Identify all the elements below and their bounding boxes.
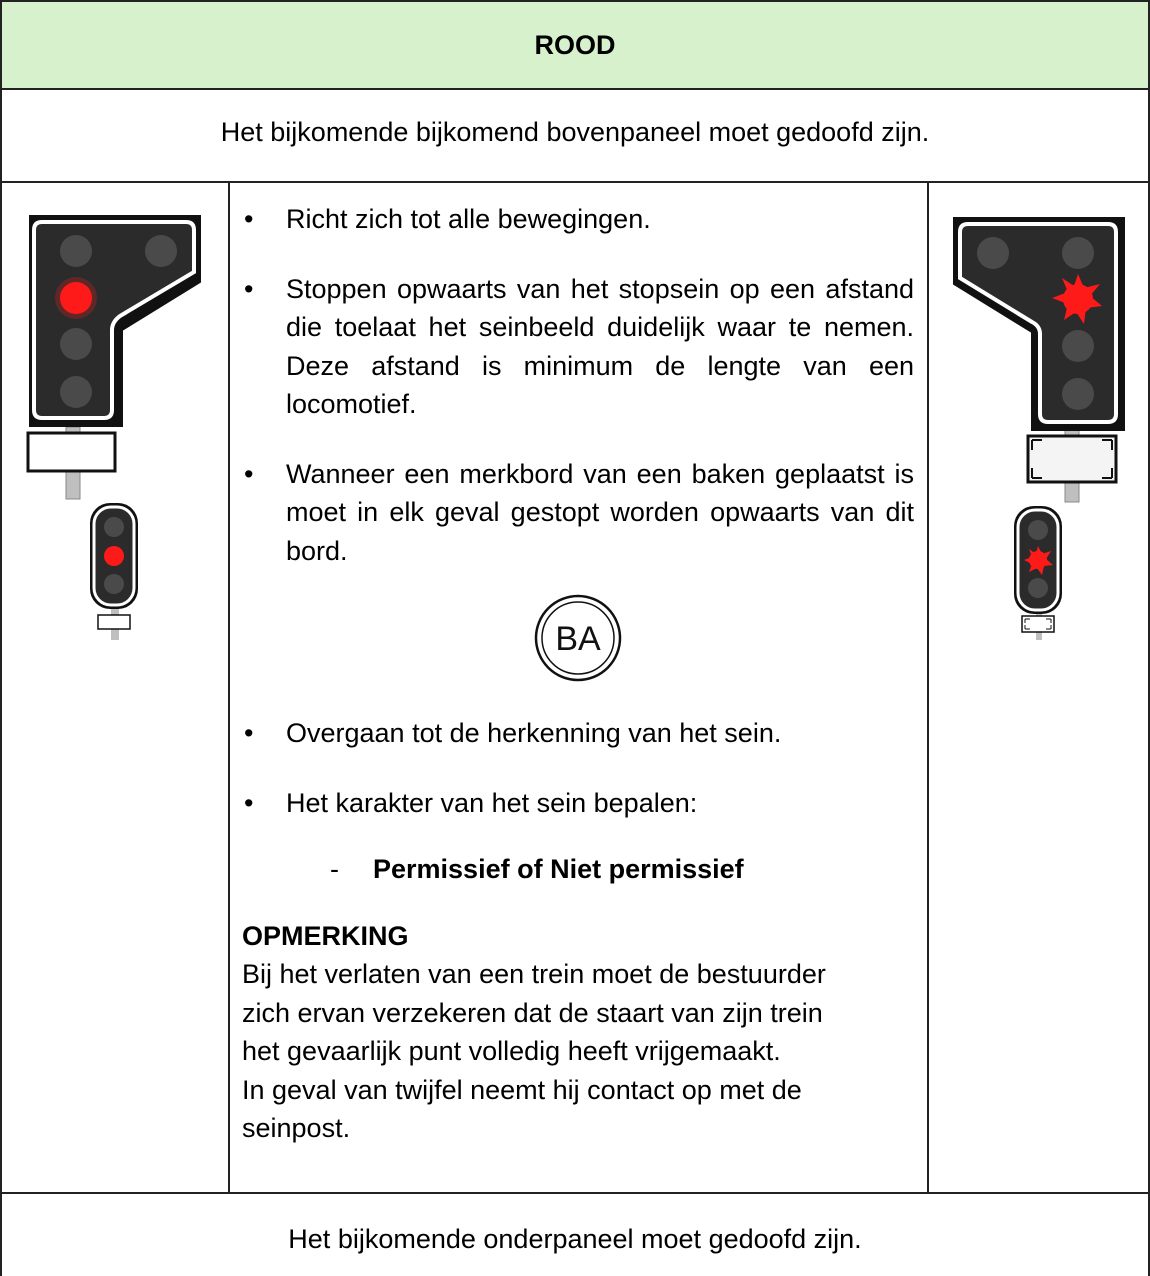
note-line: seinpost.	[242, 1113, 351, 1143]
list-item	[242, 714, 914, 753]
instructions	[242, 200, 914, 1148]
bullet-text: Richt zich tot alle bewegingen.	[286, 204, 651, 234]
divider-header	[0, 88, 1150, 90]
divider-col-left	[228, 181, 230, 1193]
note-line: het gevaarlijk punt volledig heeft vrijgemaakt.	[242, 1036, 781, 1066]
bullet-icon: •	[244, 273, 254, 304]
bullet-icon: •	[244, 458, 254, 489]
divider-top-panel	[0, 181, 1150, 183]
bottom-panel-text: Het bijkomende onderpaneel moet gedoofd zijn.	[288, 1224, 862, 1254]
sub-item-text: Permissief of Niet permissief	[373, 854, 744, 884]
divider-col-right	[927, 181, 929, 1193]
note-line: Bij het verlaten van een trein moet de bestuurder	[242, 959, 826, 989]
main-signal-red-flashing-icon	[948, 212, 1128, 642]
header-title	[0, 0, 1150, 88]
ba-marker-board-icon	[534, 594, 622, 682]
list-item	[242, 200, 914, 239]
bullet-text: Stoppen opwaarts van het stopsein op een afstand die toelaat het seinbeeld duidelijk waar te nemen. Deze afstand is minimum de lengte van een locomotief.	[286, 273, 914, 419]
sub-item	[242, 850, 914, 889]
header-title-text: ROOD	[534, 29, 616, 60]
border-left	[0, 88, 2, 1276]
bullet-icon: •	[244, 787, 254, 818]
bullet-text: Het karakter van het sein bepalen:	[286, 787, 698, 818]
ba-marker-board	[242, 594, 914, 682]
list-item	[242, 270, 914, 424]
bullet-text: Overgaan tot de herkenning van het sein.	[286, 718, 782, 748]
note-line: zich ervan verzekeren dat de staart van zijn trein	[242, 997, 823, 1028]
note-title: OPMERKING	[242, 920, 409, 951]
ba-marker-label: BA	[555, 620, 601, 658]
divider-bottom-panel	[0, 1192, 1150, 1194]
bullet-icon: •	[244, 718, 254, 748]
main-signal-red-steady-icon	[26, 212, 206, 642]
note-line: In geval van twijfel neemt hij contact op met de	[242, 1074, 802, 1105]
bullet-icon: •	[244, 204, 254, 234]
top-panel-text: Het bijkomende bijkomend bovenpaneel moet gedoofd zijn.	[220, 117, 930, 147]
bullet-text: Wanneer een merkbord van een baken geplaatst is moet in elk geval gestopt worden opwaarts van dit bord.	[286, 458, 914, 566]
list-item	[242, 784, 914, 823]
dash-icon: -	[330, 854, 339, 884]
list-item	[242, 455, 914, 571]
